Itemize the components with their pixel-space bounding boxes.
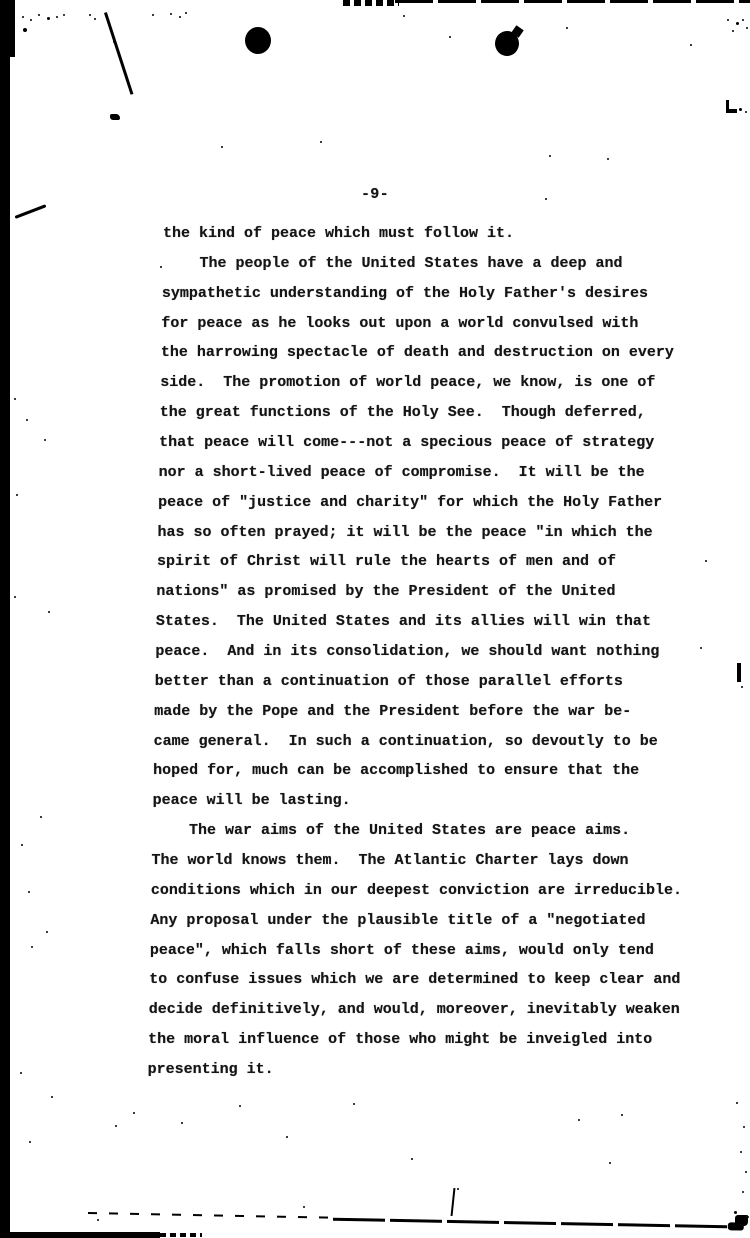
speck [578,1119,580,1121]
text-line: The people of the United States have a deep and [199,254,623,272]
speck [221,146,223,148]
speck [28,891,30,893]
speck [747,1216,749,1218]
speck [745,111,747,113]
speck [97,1219,99,1221]
text-line: nations" as promised by the President of the United [156,583,616,601]
diagonal-pen-scratch [104,12,133,95]
text-line: has so often prayed; it will be the peace "in which the [157,523,653,541]
text-line: presenting it. [147,1061,274,1079]
speck [22,16,24,18]
page-bottom-crease-line [88,1210,750,1231]
speck [746,27,748,29]
speck [30,19,32,21]
text-line: to confuse issues which we are determined to keep clear and [149,971,681,989]
speck [115,1125,117,1127]
text-line: better than a continuation of those parallel efforts [154,672,623,690]
speck [63,14,65,16]
text-line: decide definitively, and would, moreover, inevitably weaken [148,1001,680,1019]
speck [566,27,568,29]
scan-edge-bottom-dashes [160,1233,202,1237]
hole-punch-left [245,27,271,54]
text-line: peace", which falls short of these aims, would only tend [149,941,654,959]
speck [16,494,18,496]
text-line: nor a short-lived peace of compromise. It will be the [158,463,645,481]
speck [56,16,58,18]
text-line: Any proposal under the plausible title of a "negotiated [150,911,646,929]
speck [38,14,40,16]
page-number: -9- [361,186,389,203]
speck [705,560,707,562]
text-line: peace will be lasting. [152,792,351,810]
text-line: The world knows them. The Atlantic Charter lays down [151,852,629,870]
scan-edge-left-top-block [0,0,15,57]
right-edge-mark-horizontal [726,109,737,113]
speck [48,611,50,613]
speck [44,439,46,441]
speck [607,158,609,160]
left-margin-scratch [15,204,47,218]
speck [46,931,48,933]
speck [31,946,33,948]
text-line: sympathetic understanding of the Holy Father's desires [161,284,648,302]
speck [47,17,50,20]
speck [179,16,181,18]
text-line: the great functions of the Holy See. Though deferred, [159,404,646,422]
text-line: hoped for, much can be accomplished to ensure that the [153,762,640,780]
speck [185,12,187,14]
speck [89,14,91,16]
speck [742,1191,744,1193]
speck [403,15,405,17]
speck [609,1162,611,1164]
speck [320,141,322,143]
speck [740,1151,742,1153]
text-line: the kind of peace which must follow it. [163,225,515,242]
text-line: made by the Pope and the President before the war be- [154,702,632,720]
text-line: peace. And in its consolidation, we should want nothing [155,643,660,661]
speck [239,1105,241,1107]
text-line: for peace as he looks out upon a world convulsed with [161,314,639,332]
text-line: the harrowing spectacle of death and destruction on every [160,344,674,362]
speck [457,1188,459,1190]
speck [113,41,115,43]
speck [29,1141,31,1143]
speck [732,30,734,32]
speck [94,18,96,20]
text-line: peace of "justice and charity" for which the Holy Father [158,493,663,511]
scratch-foot-mark [110,114,120,120]
speck [21,844,23,846]
speck [742,19,744,21]
speck [303,1206,305,1208]
text-line: that peace will come---not a specious peace of strategy [159,434,655,452]
speck [160,266,162,268]
speck [736,1102,738,1104]
text-line: States. The United States and its allies will win that [155,613,651,631]
text-line: conditions which in our deepest conviction are irreducible. [150,881,682,899]
speck [734,1211,737,1214]
speck [411,1158,413,1160]
speck [26,419,28,421]
speck [170,13,172,15]
text-line: spirit of Christ will rule the hearts of men and of [156,553,617,571]
speck [14,596,16,598]
speck [545,198,547,200]
speck [727,19,729,21]
speck [736,22,739,25]
speck [700,647,702,649]
scan-edge-top-line [395,0,750,3]
speck [353,1103,355,1105]
document-body [147,219,682,1085]
speck [23,28,27,32]
crease-segment-solid [333,1218,733,1229]
text-line: came general. In such a continuation, so devoutly to be [153,732,658,750]
speck [743,1126,745,1128]
speck [690,44,692,46]
speck [621,1114,623,1116]
scan-edge-bottom-bar [0,1232,160,1238]
right-edge-mark [726,100,740,113]
speck [40,816,42,818]
text-line: side. The promotion of world peace, we know, is one of [160,374,656,392]
speck [549,155,551,157]
text-line: the moral influence of those who might be inveigled into [148,1031,653,1049]
scan-edge-top-dashes [343,0,399,6]
speck [51,1096,53,1098]
right-edge-tick [737,663,741,682]
speck [181,1122,183,1124]
speck [741,686,743,688]
speck [739,108,742,111]
scan-edge-left [0,0,10,1238]
speck [745,1171,747,1173]
speck [133,1112,135,1114]
crease-segment-dotted [88,1212,338,1219]
speck [286,1136,288,1138]
speck [20,1072,22,1074]
speck [449,36,451,38]
speck [14,398,16,400]
text-line: The war aims of the United States are peace aims. [189,822,631,840]
speck [152,14,154,16]
crease-cross-tick [451,1188,456,1216]
